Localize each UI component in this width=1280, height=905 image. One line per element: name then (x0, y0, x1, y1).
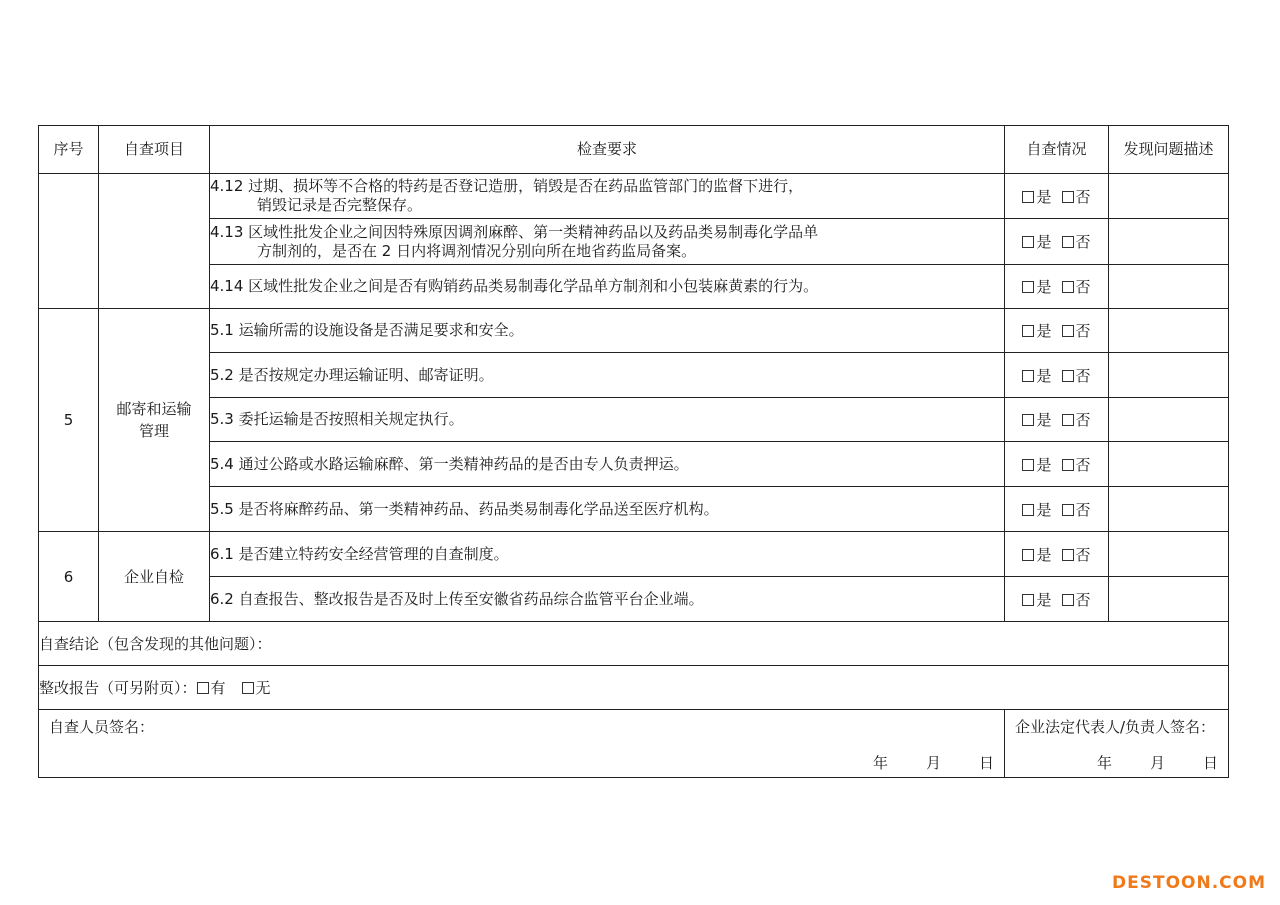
issue-cell[interactable] (1109, 442, 1229, 487)
yes-checkbox[interactable] (1022, 236, 1034, 248)
rectify-no-checkbox[interactable] (242, 682, 254, 694)
table-row (39, 442, 1229, 487)
status-cell: 是 否 (1005, 219, 1109, 265)
no-checkbox[interactable] (1062, 504, 1074, 516)
rectify-row (39, 666, 1229, 710)
group-no-cell: 5 (39, 309, 99, 532)
inspector-signature-cell[interactable] (39, 710, 1005, 778)
yes-checkbox[interactable] (1022, 504, 1034, 516)
yes-checkbox[interactable] (1022, 414, 1034, 426)
no-checkbox[interactable] (1062, 325, 1074, 337)
issue-cell[interactable] (1109, 174, 1229, 219)
issue-cell[interactable] (1109, 577, 1229, 622)
status-cell: 是 否 (1005, 398, 1109, 442)
requirement-cell: 4.12 过期、损坏等不合格的特药是否登记造册，销毁是否在药品监管部门的监督下进行， 销毁记录是否完整保存。 (210, 174, 1005, 219)
header-no: 序号 (39, 126, 99, 174)
table-row (39, 219, 1229, 265)
table-row (39, 577, 1229, 622)
no-checkbox[interactable] (1062, 370, 1074, 382)
destoon-watermark-logo: DESTOON.COM (1112, 873, 1266, 893)
no-checkbox[interactable] (1062, 549, 1074, 561)
no-checkbox[interactable] (1062, 281, 1074, 293)
yes-checkbox[interactable] (1022, 594, 1034, 606)
group-no-cell: 6 (39, 532, 99, 622)
issue-cell[interactable] (1109, 398, 1229, 442)
requirement-cell: 5.4 通过公路或水路运输麻醉、第一类精神药品的是否由专人负责押运。 (210, 442, 1005, 487)
rectify-label: 整改报告（可另附页）： (39, 679, 197, 697)
header-requirement: 检查要求 (210, 126, 1005, 174)
issue-cell[interactable] (1109, 487, 1229, 532)
status-cell: 是 否 (1005, 577, 1109, 622)
table-header-row (39, 126, 1229, 174)
requirement-cell: 5.5 是否将麻醉药品、第一类精神药品、药品类易制毒化学品送至医疗机构。 (210, 487, 1005, 532)
requirement-cell: 5.2 是否按规定办理运输证明、邮寄证明。 (210, 353, 1005, 398)
table-row (39, 174, 1229, 219)
no-checkbox[interactable] (1062, 414, 1074, 426)
yes-checkbox[interactable] (1022, 370, 1034, 382)
issue-cell[interactable] (1109, 265, 1229, 309)
header-status: 自查情况 (1005, 126, 1109, 174)
group-no-cell (39, 174, 99, 309)
status-cell: 是 否 (1005, 174, 1109, 219)
no-checkbox[interactable] (1062, 236, 1074, 248)
conclusion-label[interactable]: 自查结论（包含发现的其他问题）： (39, 622, 1229, 666)
issue-cell[interactable] (1109, 309, 1229, 353)
requirement-cell: 6.2 自查报告、整改报告是否及时上传至安徽省药品综合监管平台企业端。 (210, 577, 1005, 622)
inspector-date: 年 月 日 (872, 754, 994, 772)
requirement-cell: 6.1 是否建立特药安全经营管理的自查制度。 (210, 532, 1005, 577)
issue-cell[interactable] (1109, 532, 1229, 577)
table-row (39, 398, 1229, 442)
legal-rep-date: 年 月 日 (1096, 754, 1218, 772)
yes-checkbox[interactable] (1022, 459, 1034, 471)
status-cell: 是 否 (1005, 532, 1109, 577)
rectify-yes-checkbox[interactable] (197, 682, 209, 694)
table-row (39, 353, 1229, 398)
issue-cell[interactable] (1109, 219, 1229, 265)
legal-rep-signature-cell[interactable] (1005, 710, 1229, 778)
table-row (39, 265, 1229, 309)
yes-checkbox[interactable] (1022, 325, 1034, 337)
requirement-cell: 5.1 运输所需的设施设备是否满足要求和安全。 (210, 309, 1005, 353)
table-row (39, 309, 1229, 353)
requirement-cell: 5.3 委托运输是否按照相关规定执行。 (210, 398, 1005, 442)
inspector-signature-label: 自查人员签名： (49, 718, 155, 736)
legal-rep-signature-label: 企业法定代表人/负责人签名： (1015, 718, 1216, 736)
group-item-cell: 邮寄和运输 管理 (99, 309, 210, 532)
status-cell: 是 否 (1005, 265, 1109, 309)
table-row (39, 532, 1229, 577)
group-item-cell: 企业自检 (99, 532, 210, 622)
rectify-cell: 整改报告（可另附页）： 有 无 (39, 666, 1229, 710)
group-item-cell (99, 174, 210, 309)
requirement-cell: 4.13 区域性批发企业之间因特殊原因调剂麻醉、第一类精神药品以及药品类易制毒化学品单 方制剂的，是否在 2 日内将调剂情况分别向所在地省药监局备案。 (210, 219, 1005, 265)
status-cell: 是 否 (1005, 487, 1109, 532)
table-row (39, 487, 1229, 532)
no-checkbox[interactable] (1062, 594, 1074, 606)
header-issue: 发现问题描述 (1109, 126, 1229, 174)
yes-checkbox[interactable] (1022, 191, 1034, 203)
status-cell: 是 否 (1005, 353, 1109, 398)
header-item: 自查项目 (99, 126, 210, 174)
status-cell: 是 否 (1005, 442, 1109, 487)
status-cell: 是 否 (1005, 309, 1109, 353)
requirement-cell: 4.14 区域性批发企业之间是否有购销药品类易制毒化学品单方制剂和小包装麻黄素的行为。 (210, 265, 1005, 309)
yes-checkbox[interactable] (1022, 281, 1034, 293)
yes-checkbox[interactable] (1022, 549, 1034, 561)
no-checkbox[interactable] (1062, 191, 1074, 203)
signature-row (39, 710, 1229, 778)
issue-cell[interactable] (1109, 353, 1229, 398)
conclusion-row (39, 622, 1229, 666)
self-inspection-table (38, 125, 1229, 778)
no-checkbox[interactable] (1062, 459, 1074, 471)
